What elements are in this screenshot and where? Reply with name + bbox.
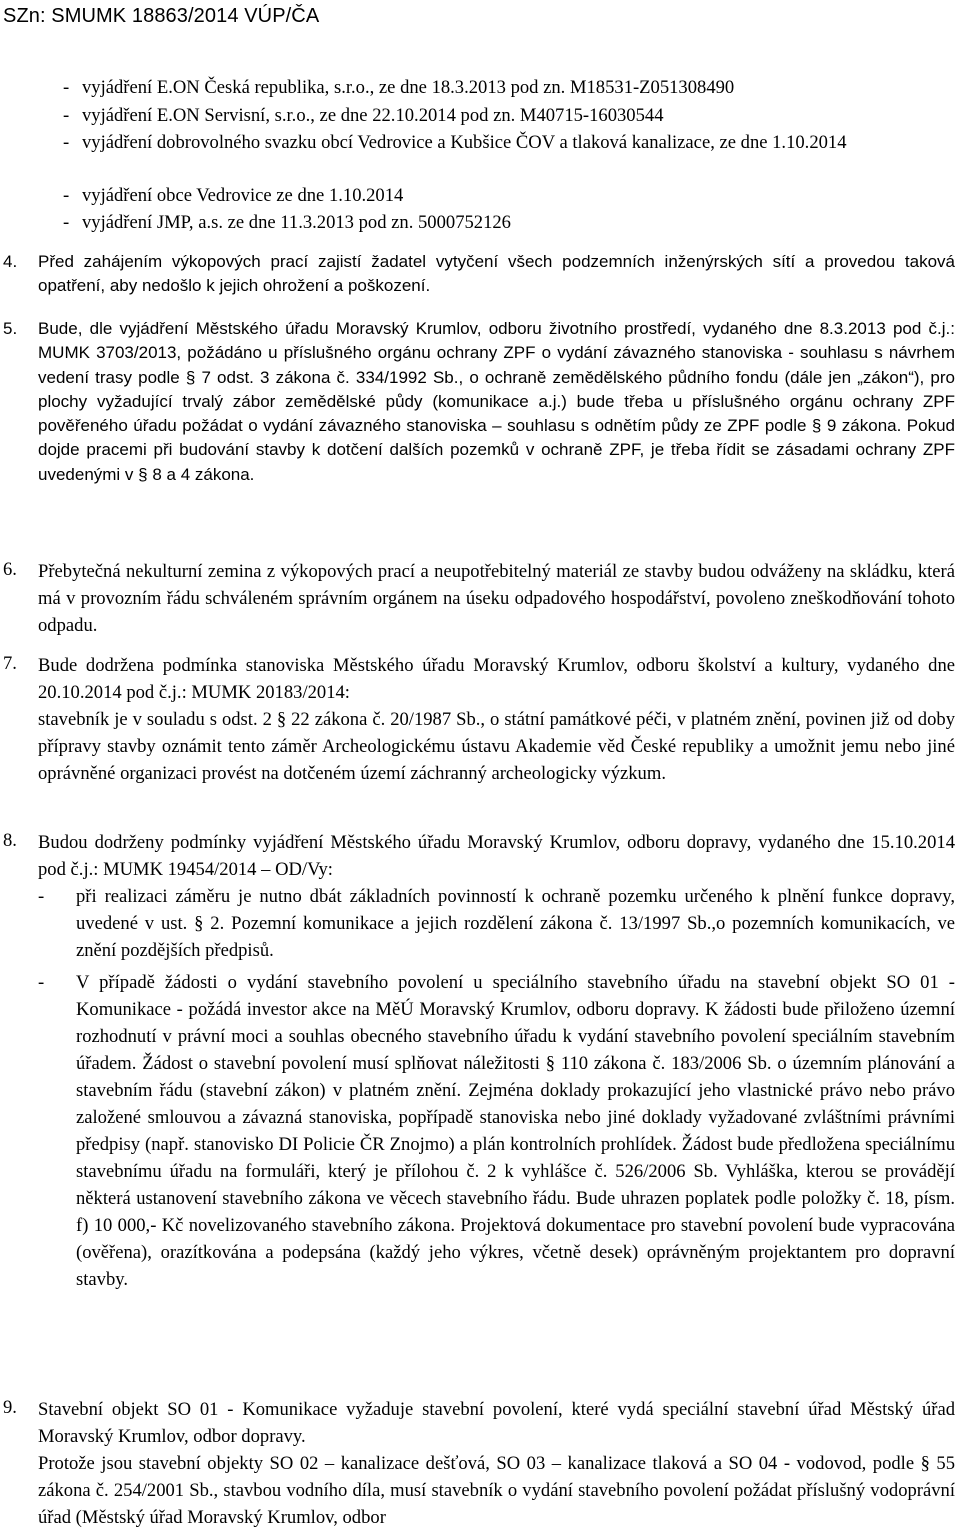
point-text-continued: Protože jsou stavební objekty SO 02 – kanalizace dešťová, SO 03 – kanalizace tlaková a SO 04 - vodovod, podle § 55 zákona č. 254/2001 Sb., stavbou vodního díla, musí stavebník o vydání stavebního povolení požádat příslušný vodoprávní úřad (Městský úřad Moravský Krumlov, odbor (38, 1453, 955, 1528)
point-text: Přebytečná nekulturní zemina z výkopových prací a neupotřebitelný materiál ze stavby budou odváženy na skládku, která má v provozním řádu schváleném správním orgánem na úseku odpadového hospodářství, povoleno zneškodňování tohoto odpadu. (38, 561, 955, 636)
list-item (63, 211, 943, 235)
list-item-text: vyjádření dobrovolného svazku obcí Vedrovice a Kubšice ČOV a tlaková kanalizace, ze dne 1.10.2014 (82, 132, 847, 153)
point-text: Stavební objekt SO 01 - Komunikace vyžaduje stavební povolení, které vydá speciální stavební úřad Městský úřad Moravský Krumlov, odbor dopravy. (38, 1399, 955, 1447)
list-dash: - (63, 185, 70, 206)
list-dash: - (63, 132, 70, 153)
list-item-text: při realizaci záměru je nutno dbát základních povinností k ochraně pozemku určeného k plnění funkce dopravy, uvedené v ust. § 2. Pozemní komunikace a jejich rozdělení zákona č. 13/1997 Sb.,o pozemních komunikacích, ve znění pozdějších předpisů. (76, 886, 955, 961)
point-number: 7. (3, 653, 17, 674)
point-text: Bude, dle vyjádření Městského úřadu Moravský Krumlov, odboru životního prostředí, vydaného dne 8.3.2013 pod č.j.: MUMK 3703/2013, požádáno u příslušného orgánu ochrany ZPF o vydání závazného stanoviska - souhlasu s návrhem vedení trasy podle § 7 odst. 3 zákona č. 334/1992 Sb., o ochraně zemědělského půdního fondu (dále jen „zákon“), pro plochy vyžadující trvalý zábor zemědělské půdy (komunikace a.j.) bude třeba u příslušného orgánu ochrany ZPF pověřeného úřadu požádat o vydání závazného stanoviska – souhlasu s odnětím půdy ze ZPF podle § 9 zákona. Pokud dojde pracemi při budování stavby k dotčení dalších pozemků v ochraně ZPF, je třeba řídit se zásadami ochrany ZPF uvedenými v § 8 a 4 zákona. (38, 319, 955, 484)
point-text-intro: Bude dodržena podmínka stanoviska Městského úřadu Moravský Krumlov, odboru školství a kultury, vydaného dne 20.10.2014 pod č.j.: MUMK 20183/2014: (38, 655, 955, 703)
document-header: SZn: SMUMK 18863/2014 VÚP/ČA (3, 5, 320, 27)
point-text-condition: stavebník je v souladu s odst. 2 § 22 zákona č. 20/1987 Sb., o státní památkové péči, v platném znění, povinen již od doby přípravy stavby oznámit tento záměr Archeologickému ústavu Akademie věd České republiky a umožnit jemu nebo jiné oprávněné organizaci provést na dotčeném území záchranný archeologicky výzkum. (38, 709, 955, 784)
list-dash: - (63, 212, 70, 233)
list-item-text: vyjádření E.ON Servisní, s.r.o., ze dne 22.10.2014 pod zn. M40715-16030544 (82, 105, 664, 126)
list-dash: - (63, 105, 70, 126)
point-number: 8. (3, 830, 17, 851)
point-number: 5. (3, 319, 18, 338)
list-item (38, 969, 955, 1293)
list-item (63, 76, 943, 100)
list-dash: - (38, 886, 45, 907)
list-item (63, 131, 955, 155)
list-item (38, 883, 955, 964)
list-dash: - (63, 77, 70, 98)
list-dash: - (38, 972, 45, 993)
list-item (63, 184, 943, 208)
list-item (63, 104, 943, 128)
list-item-text: vyjádření obce Vedrovice ze dne 1.10.2014 (82, 185, 404, 206)
point-text: Budou dodrženy podmínky vyjádření Městského úřadu Moravský Krumlov, odboru dopravy, vydaného dne 15.10.2014 pod č.j.: MUMK 19454/2014 – OD/Vy: (38, 832, 955, 880)
list-item-text: vyjádření JMP, a.s. ze dne 11.3.2013 pod zn. 5000752126 (82, 212, 511, 233)
point-number: 9. (3, 1397, 17, 1418)
list-item-text: V případě žádosti o vydání stavebního povolení u speciálního stavebního úřadu na stavební objekt SO 01 - Komunikace - požádá investor akce na MěÚ Moravský Krumlov, odboru dopravy. K žádosti bude přiloženo územní rozhodnutí v právní moci a souhlas obecného stavebního úřadu k vydání stavebního povolení speciálním stavebním úřadem. Žádost o stavební povolení musí splňovat náležitosti § 110 zákona č. 183/2006 Sb. o územním plánování a stavebním řádu (stavební zákon) v platném znění. Zejména doklady prokazující jeho vlastnické právo nebo právo založené smlouvou a závazná stanoviska, popřípadě stanoviska nebo jiné doklady vyžadované zvláštními právními předpisy (např. stanovisko DI Policie ČR Znojmo) a plán kontrolních prohlídek. Žádost bude předložena speciálnímu stavebnímu úřadu na formuláři, který je přílohou č. 2 k vyhlášce č. 526/2006 Sb. Vyhláška, kterou se provádějí některá ustanovení stavebního zákona ve věcech stavebního řádu. Bude uhrazen poplatek podle položky č. 18, písm. f) 10 000,- Kč novelizovaného stavebního zákona. Projektová dokumentace pro stavební povolení bude vypracována (ověřena), orazítkována a podepsána (každý jeho výkres, včetně desek) oprávněným projektantem pro dopravní stavby. (76, 972, 955, 1290)
point-number: 4. (3, 252, 18, 271)
list-item-text: vyjádření E.ON Česká republika, s.r.o., ze dne 18.3.2013 pod zn. M18531-Z051308490 (82, 77, 735, 98)
point-number: 6. (3, 559, 17, 580)
point-text: Před zahájením výkopových prací zajistí žadatel vytyčení všech podzemních inženýrských sítí a provedou taková opatření, aby nedošlo k jejich ohrožení a poškození. (38, 252, 955, 296)
